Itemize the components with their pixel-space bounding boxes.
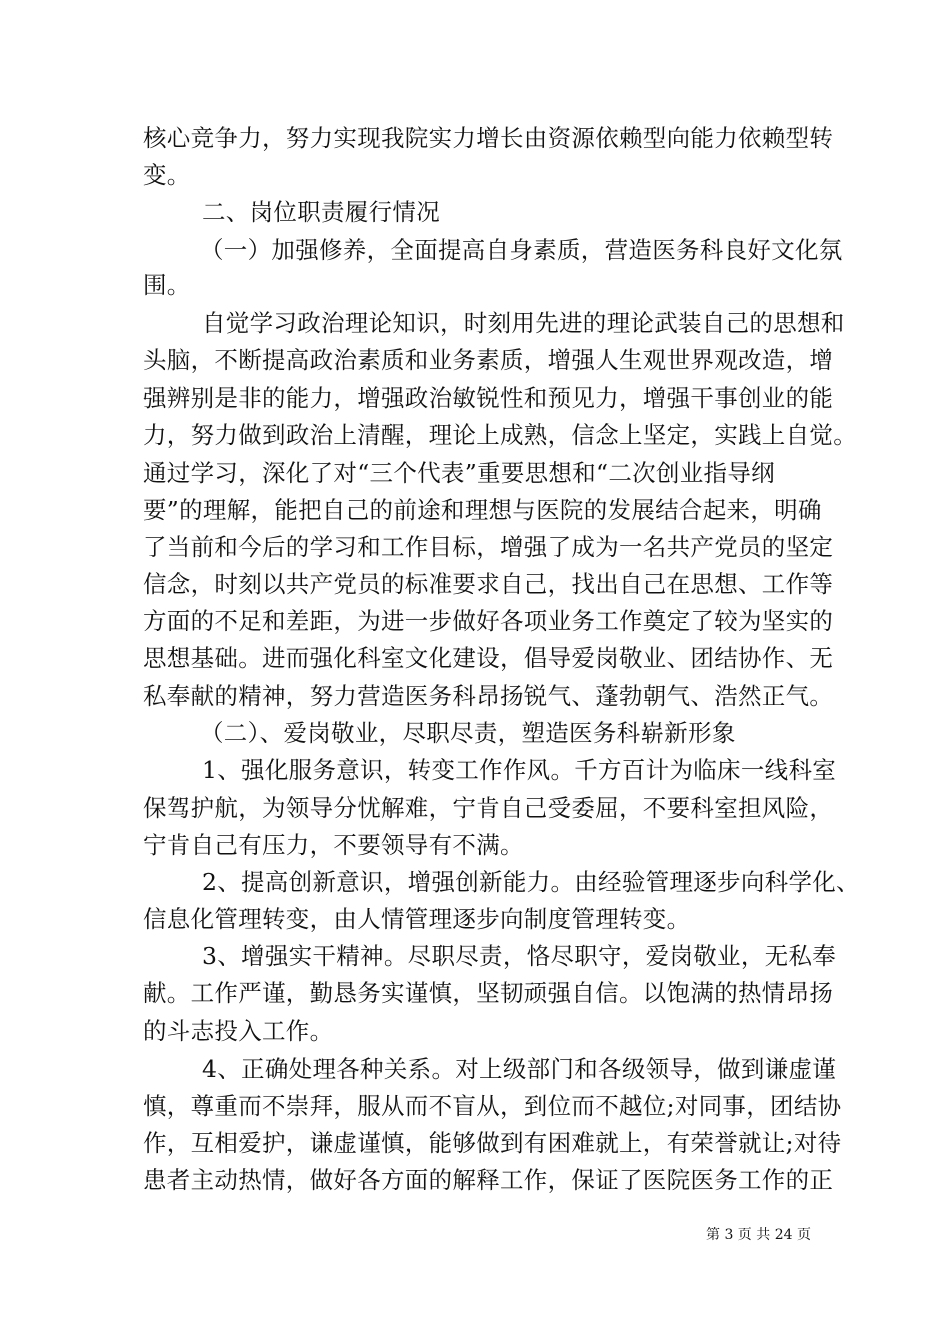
text-line: 力，努力做到政治上清醒，理论上成熟，信念上坚定，实践上自觉。 — [143, 421, 857, 449]
text-line: 通过学习，深化了对“三个代表”重要思想和“二次创业指导纲 — [143, 459, 775, 487]
text-line: 信息化管理转变，由人情管理逐步向制度管理转变。 — [143, 905, 691, 933]
text-line: 头脑，不断提高政治素质和业务素质，增强人生观世界观改造，增 — [143, 346, 834, 374]
text-line: 方面的不足和差距，为进一步做好各项业务工作奠定了较为坚实的 — [143, 607, 834, 635]
text-line: 宁肯自己有压力，不要领导有不满。 — [143, 831, 524, 859]
text-line: 核心竞争力，努力实现我院实力增长由资源依赖型向能力依赖型转 — [143, 124, 834, 152]
text-line: 患者主动热情，做好各方面的解释工作，保证了医院医务工作的正 — [143, 1166, 834, 1194]
text-line: 的斗志投入工作。 — [143, 1017, 334, 1045]
text-line: 2、提高创新意识，增强创新能力。由经验管理逐步向科学化、 — [202, 868, 860, 896]
text-line: 自觉学习政治理论知识，时刻用先进的理论武装自己的思想和 — [202, 309, 845, 337]
text-line: 4、正确处理各种关系。对上级部门和各级领导，做到谦虚谨 — [202, 1055, 837, 1083]
text-line: 思想基础。进而强化科室文化建设，倡导爱岗敬业、团结协作、无 — [143, 644, 834, 672]
text-line: 变。 — [143, 161, 191, 189]
text-line: 围。 — [143, 271, 191, 299]
text-line: 献。工作严谨，勤恳务实谨慎，坚韧顽强自信。以饱满的热情昂扬 — [143, 979, 834, 1007]
page-number-footer: 第 3 页 共 24 页 — [706, 1227, 811, 1243]
text-line: 保驾护航，为领导分忧解难，宁肯自己受委屈，不要科室担风险， — [143, 794, 834, 822]
subsection-heading: （二）、爱岗敬业，尽职尽责，塑造医务科崭新形象 — [200, 719, 736, 747]
text-line: 作，互相爱护，谦虚谨慎，能够做到有困难就上，有荣誉就让;对待 — [143, 1129, 842, 1157]
text-line: 强辨别是非的能力，增强政治敏锐性和预见力，增强干事创业的能 — [143, 384, 834, 412]
text-line: 3、增强实干精神。尽职尽责，恪尽职守，爱岗敬业，无私奉 — [202, 942, 837, 970]
text-line: 私奉献的精神，努力营造医务科昂扬锐气、蓬勃朝气、浩然正气。 — [143, 682, 834, 710]
subsection-heading: （一）加强修养，全面提高自身素质，营造医务科良好文化氛 — [200, 236, 843, 264]
text-line: 慎，尊重而不崇拜，服从而不盲从，到位而不越位;对同事，团结协 — [143, 1092, 842, 1120]
section-heading: 二、岗位职责履行情况 — [202, 198, 440, 226]
text-line: 1、强化服务意识，转变工作作风。千方百计为临床一线科室 — [202, 756, 837, 784]
text-line: 信念，时刻以共产党员的标准要求自己，找出自己在思想、工作等 — [143, 570, 834, 598]
text-line: 了当前和今后的学习和工作目标，增强了成为一名共产党员的坚定 — [143, 533, 834, 561]
text-line: 要”的理解，能把自己的前途和理想与医院的发展结合起来，明确 — [143, 496, 822, 524]
